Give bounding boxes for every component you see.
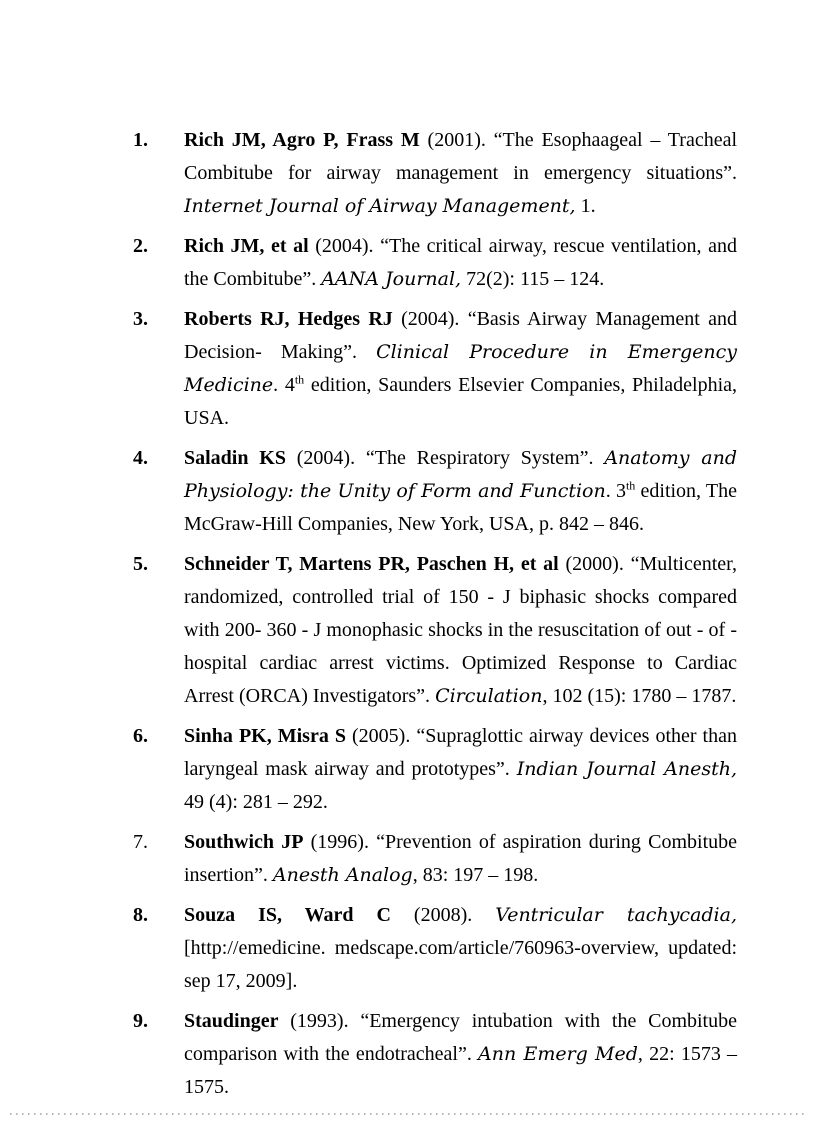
reference-number: 7. — [133, 831, 148, 853]
reference-number: 4. — [133, 447, 148, 469]
reference-segment-normal: 1. — [575, 195, 596, 217]
reference-segment-italic: Clinical Procedure in Emergency Medicine — [184, 341, 737, 396]
reference-text — [184, 235, 737, 290]
reference-segment-bold: Southwich JP — [184, 831, 304, 853]
reference-item — [133, 124, 737, 223]
reference-item — [133, 442, 737, 541]
reference-segment-italic: Ann Emerg Med — [478, 1043, 638, 1065]
reference-segment-italic: AANA Journal, — [321, 268, 462, 290]
reference-number: 9. — [133, 1010, 148, 1032]
reference-segment-normal: (2008). — [390, 904, 496, 926]
reference-segment-normal: edition, The McGraw-Hill Companies, New York, USA, p. 842 – 846. — [184, 480, 738, 535]
reference-item — [133, 826, 737, 892]
reference-segment-bold: Schneider T, Martens PR, Paschen H, et al — [184, 553, 559, 575]
reference-item — [133, 899, 737, 998]
reference-segment-sup: th — [625, 478, 636, 493]
reference-number: 3. — [133, 308, 148, 330]
reference-segment-italic: Internet Journal of Airway Management, — [184, 195, 576, 217]
reference-number: 8. — [133, 904, 148, 926]
reference-text — [184, 904, 737, 992]
reference-segment-normal: , 83: 197 – 198. — [412, 864, 539, 886]
reference-segment-italic: Circulation — [435, 685, 543, 707]
reference-item — [133, 548, 737, 713]
reference-segment-normal: edition, Saunders Elsevier Companies, Philadelphia, USA. — [184, 374, 738, 429]
reference-segment-normal: (1996). “Prevention of aspiration during Combitube insertion”. — [184, 831, 738, 886]
reference-item — [133, 303, 737, 435]
reference-segment-italic: Indian Journal Anesth, — [516, 758, 737, 780]
reference-text — [184, 447, 737, 535]
reference-segment-normal: (2000). “Multicenter, randomized, controlled trial of 150 - J biphasic shocks compared with 200- 360 - J monophasic shocks in the resuscitation of out - of - hospital cardiac arrest victims. Optimized Response to Cardiac Arrest (ORCA) Investigators”. — [184, 553, 737, 707]
reference-text — [184, 553, 737, 707]
reference-text — [184, 308, 737, 429]
reference-segment-normal: 72(2): 115 – 124. — [461, 268, 605, 290]
reference-segment-bold: Roberts RJ, Hedges RJ — [184, 308, 393, 330]
reference-segment-bold: Rich JM, Agro P, Frass M — [184, 129, 420, 151]
reference-item — [133, 1005, 737, 1104]
reference-segment-normal: (2001). “The Esophaageal – Tracheal Combitube for airway management in emergency situations”. — [184, 129, 738, 184]
reference-segment-normal: , 102 (15): 1780 – 1787. — [542, 685, 737, 707]
reference-segment-sup: th — [294, 372, 305, 387]
reference-segment-bold: Rich JM, et al — [184, 235, 309, 257]
reference-item — [133, 230, 737, 296]
reference-segment-bold: Souza IS, Ward C — [184, 904, 391, 926]
reference-segment-normal: (1993). “Emergency intubation with the Combitube comparison with the endotracheal”. — [184, 1010, 737, 1065]
reference-segment-normal: (2004). “The Respiratory System”. — [285, 447, 605, 469]
reference-segment-normal: (2004). “The critical airway, rescue ventilation, and the Combitube”. — [184, 235, 737, 290]
reference-segment-italic: Anatomy and Physiology: the Unity of Form and Function — [184, 447, 737, 502]
reference-segment-normal: . 4 — [273, 374, 295, 396]
reference-text — [184, 831, 737, 886]
references-list — [133, 124, 737, 1111]
reference-number: 2. — [133, 235, 148, 257]
page-break-indicator — [10, 1113, 806, 1115]
reference-item — [133, 720, 737, 819]
reference-segment-normal: , 22: 1573 – 1575. — [184, 1043, 738, 1098]
reference-segment-bold: Saladin KS — [184, 447, 286, 469]
reference-segment-italic: Anesth Analog — [272, 864, 413, 886]
reference-number: 1. — [133, 129, 148, 151]
reference-segment-normal: . 3 — [605, 480, 626, 502]
reference-text — [184, 725, 737, 813]
reference-segment-bold: Staudinger — [184, 1010, 279, 1032]
reference-segment-normal: [http://emedicine. medscape.com/article/760963-overview, updated: sep 17, 2009]. — [184, 937, 737, 992]
reference-segment-bold: Sinha PK, Misra S — [184, 725, 346, 747]
reference-segment-normal: (2005). “Supraglottic airway devices other than laryngeal mask airway and prototypes”. — [184, 725, 737, 780]
reference-number: 6. — [133, 725, 148, 747]
reference-text — [184, 129, 737, 217]
reference-segment-normal: 49 (4): 281 – 292. — [184, 791, 328, 813]
reference-text — [184, 1010, 737, 1098]
reference-segment-normal: (2004). “Basis Airway Management and Decision- Making”. — [184, 308, 737, 363]
reference-segment-italic: Ventricular tachycadia, — [495, 904, 737, 926]
reference-number: 5. — [133, 553, 148, 575]
